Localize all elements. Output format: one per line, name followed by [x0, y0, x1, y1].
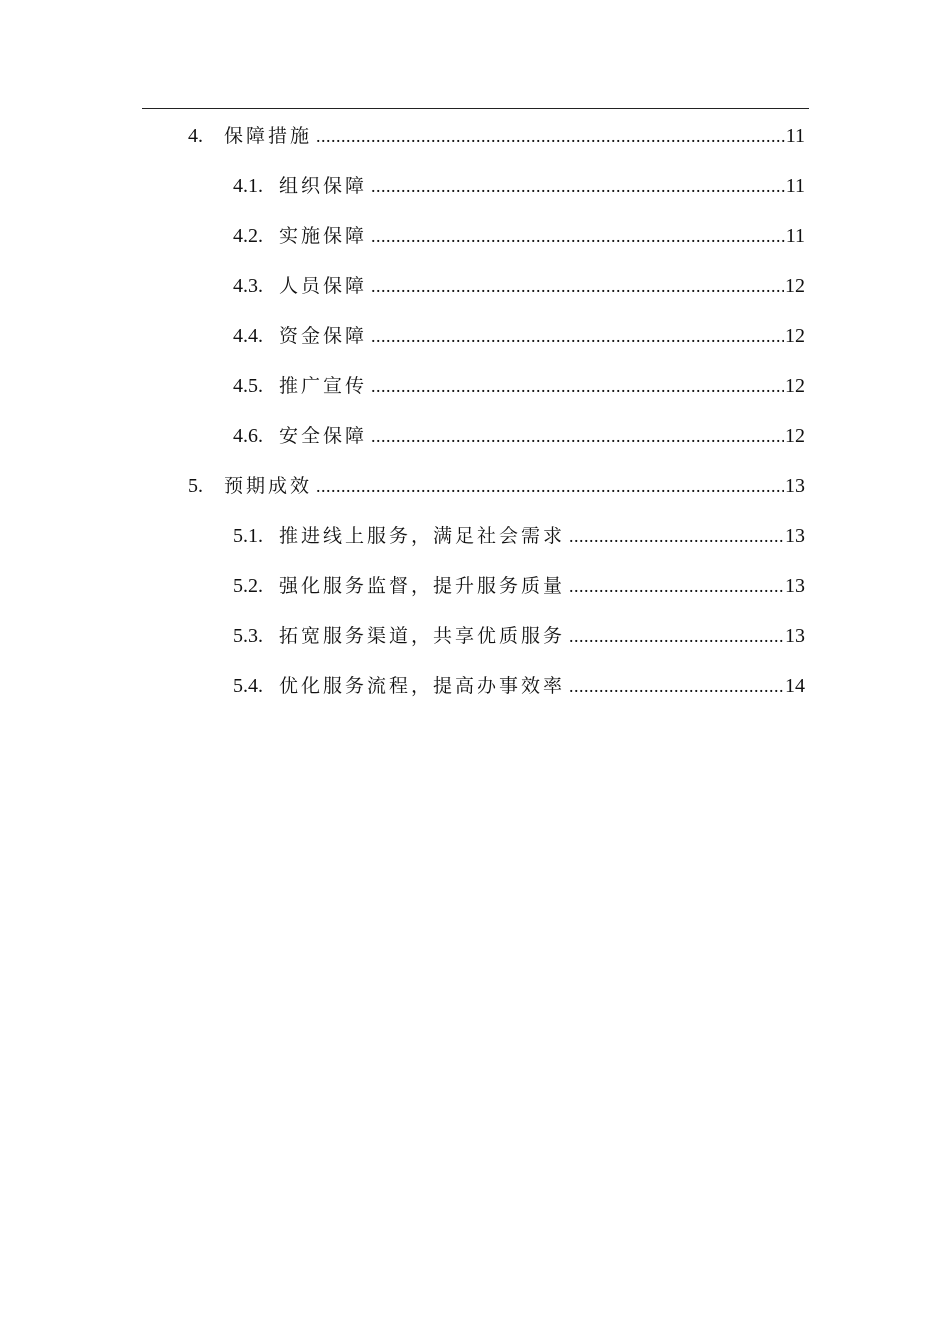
toc-entry-number: 5.4. [233, 675, 263, 697]
toc-entry-number: 4.3. [233, 275, 263, 297]
toc-entry-title: 强化服务监督，提升服务质量 [279, 575, 566, 597]
toc-dot-leader [371, 166, 785, 206]
toc-entry-title: 推进线上服务，满足社会需求 [279, 525, 566, 547]
toc-entry[interactable] [233, 316, 805, 356]
toc-entry-number: 5. [188, 475, 203, 497]
toc-entry-number: 4. [188, 125, 203, 147]
toc-entry-title: 优化服务流程，提高办事效率 [279, 675, 566, 697]
toc-dot-leader [371, 416, 784, 456]
toc-dot-leader [569, 666, 784, 706]
toc-entry-title: 人员保障 [279, 275, 368, 297]
toc-entry-title: 实施保障 [279, 225, 368, 247]
toc-entry-page: 13 [785, 575, 805, 597]
toc-entry[interactable] [188, 466, 805, 506]
toc-entry-page: 11 [785, 175, 805, 197]
toc-entry[interactable] [233, 366, 805, 406]
toc-dot-leader [316, 116, 785, 156]
toc-entry-number: 4.2. [233, 225, 263, 247]
toc-entry[interactable] [233, 516, 805, 556]
toc-entry-number: 4.1. [233, 175, 263, 197]
toc-entry-page: 12 [785, 325, 805, 347]
toc-entry-title: 拓宽服务渠道，共享优质服务 [279, 625, 566, 647]
toc-entry-page: 12 [785, 375, 805, 397]
toc-entry-number: 4.6. [233, 425, 263, 447]
toc-dot-leader [569, 516, 784, 556]
toc-entry-title: 组织保障 [279, 175, 368, 197]
toc-entry-page: 12 [785, 425, 805, 447]
toc-entry-title: 安全保障 [279, 425, 368, 447]
toc-entry[interactable] [233, 666, 805, 706]
toc-entry-number: 5.2. [233, 575, 263, 597]
toc-entry-number: 4.4. [233, 325, 263, 347]
toc-entry-page: 13 [785, 525, 805, 547]
toc-dot-leader [316, 466, 784, 506]
toc-entry[interactable] [233, 616, 805, 656]
toc-dot-leader [371, 366, 784, 406]
toc-entry-title: 预期成效 [224, 475, 313, 497]
toc-entry[interactable] [233, 166, 805, 206]
toc-entry-page: 14 [785, 675, 805, 697]
toc-entry-title: 保障措施 [224, 125, 313, 147]
toc-entry-page: 12 [785, 275, 805, 297]
toc-entry[interactable] [233, 216, 805, 256]
toc-dot-leader [371, 266, 784, 306]
toc-entry[interactable] [188, 116, 805, 156]
toc-entry-number: 5.3. [233, 625, 263, 647]
toc-entry-title: 资金保障 [279, 325, 368, 347]
toc-entry-number: 4.5. [233, 375, 263, 397]
toc-entry-number: 5.1. [233, 525, 263, 547]
toc-entry-page: 13 [785, 625, 805, 647]
toc-dot-leader [371, 316, 784, 356]
header-rule [142, 108, 809, 109]
toc-entry[interactable] [233, 416, 805, 456]
toc-entry-page: 11 [785, 225, 805, 247]
toc-entry-title: 推广宣传 [279, 375, 368, 397]
toc-entry-page: 11 [785, 125, 805, 147]
toc-dot-leader [371, 216, 785, 256]
toc-dot-leader [569, 616, 784, 656]
toc-entry[interactable] [233, 266, 805, 306]
toc-entry[interactable] [233, 566, 805, 606]
toc-dot-leader [569, 566, 784, 606]
toc-entry-page: 13 [785, 475, 805, 497]
